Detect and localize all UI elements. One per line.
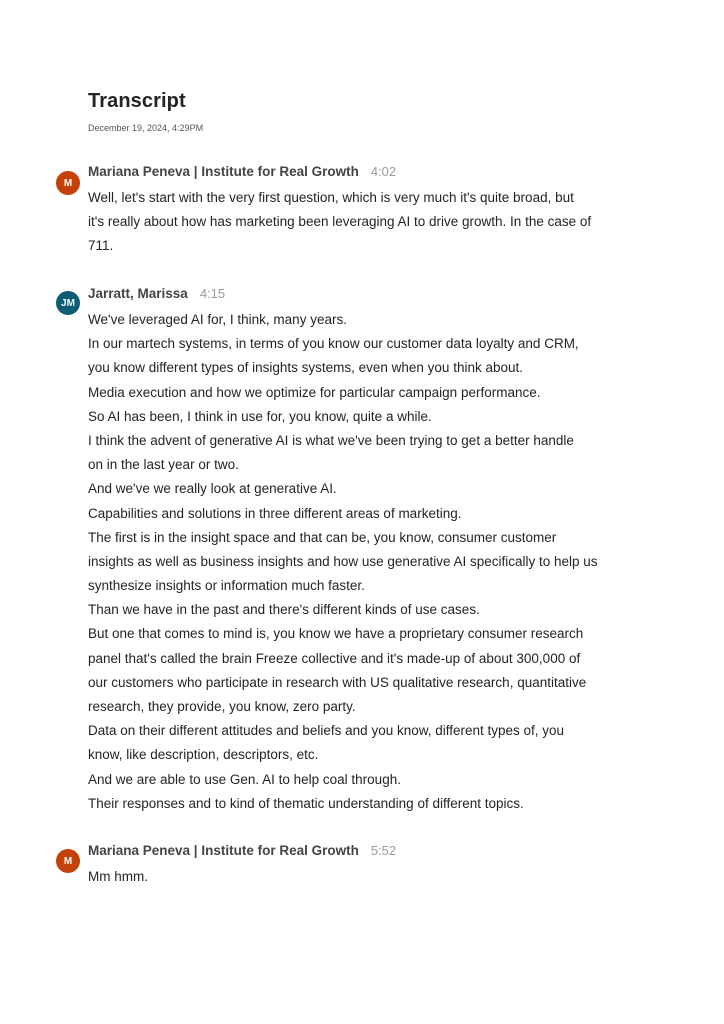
avatar	[56, 291, 80, 315]
text-line: I think the advent of generative AI is what we've been trying to get a better handle	[88, 432, 574, 448]
timestamp: 5:52	[370, 843, 397, 858]
avatar	[56, 849, 80, 873]
avatar-initials: JM	[61, 297, 75, 309]
text-line: Well, let's start with the very first question, which is very much it's quite broad, but	[88, 190, 574, 205]
entry-text	[88, 865, 648, 889]
text-line: And we are able to use Gen. AI to help coal through.	[88, 771, 401, 787]
text-line: you know different types of insights systems, even when you think about.	[88, 360, 523, 376]
avatar	[56, 171, 80, 195]
text-line: In our martech systems, in terms of you know our customer data loyalty and CRM,	[88, 336, 579, 352]
text-line: insights as well as business insights and how use generative AI specifically to help us	[88, 553, 598, 569]
text-line: The first is in the insight space and that can be, you know, consumer customer	[88, 529, 557, 545]
text-line: it's really about how has marketing been leveraging AI to drive growth. In the case of	[88, 214, 592, 230]
text-line: know, like description, descriptors, etc.	[88, 747, 319, 763]
speaker-name: Mariana Peneva | Institute for Real Growth	[88, 164, 359, 179]
text-line: Mm hmm.	[88, 869, 148, 884]
avatar-initials: M	[63, 177, 73, 189]
transcript-date: December 19, 2024, 4:29PM	[88, 123, 204, 133]
avatar-initials: M	[63, 855, 73, 867]
entry-header	[88, 286, 225, 308]
text-line: And we've we really look at generative AI.	[88, 481, 337, 497]
text-line: research, they provide, you know, zero party.	[88, 699, 356, 714]
text-line: on in the last year or two.	[88, 457, 239, 473]
text-line: Capabilities and solutions in three different areas of marketing.	[88, 505, 462, 521]
entry-header	[88, 843, 396, 865]
entry-text	[88, 308, 648, 816]
text-line: Data on their different attitudes and beliefs and you know, different types of, you	[88, 723, 565, 739]
text-line: synthesize insights or information much faster.	[88, 578, 365, 594]
text-line: But one that comes to mind is, you know we have a proprietary consumer research	[88, 626, 584, 642]
text-line: panel that's called the brain Freeze collective and it's made-up of about 300,000 of	[88, 650, 581, 666]
text-line: Media execution and how we optimize for particular campaign performance.	[88, 384, 541, 400]
text-line: 711.	[88, 238, 114, 254]
page-title: Transcript	[88, 90, 186, 112]
entry-text	[88, 186, 648, 259]
entry-header	[88, 164, 396, 186]
text-line: We've leveraged AI for, I think, many years.	[88, 312, 347, 327]
speaker-name: Jarratt, Marissa	[88, 286, 188, 301]
text-line: Than we have in the past and there's different kinds of use cases.	[88, 602, 480, 618]
timestamp: 4:02	[370, 164, 397, 179]
text-line: So AI has been, I think in use for, you know, quite a while.	[88, 408, 432, 424]
text-line: Their responses and to kind of thematic understanding of different topics.	[88, 795, 524, 811]
timestamp: 4:15	[199, 286, 226, 301]
text-line: our customers who participate in research with US qualitative research, quantitative	[88, 674, 587, 690]
speaker-name: Mariana Peneva | Institute for Real Growth	[88, 843, 359, 858]
